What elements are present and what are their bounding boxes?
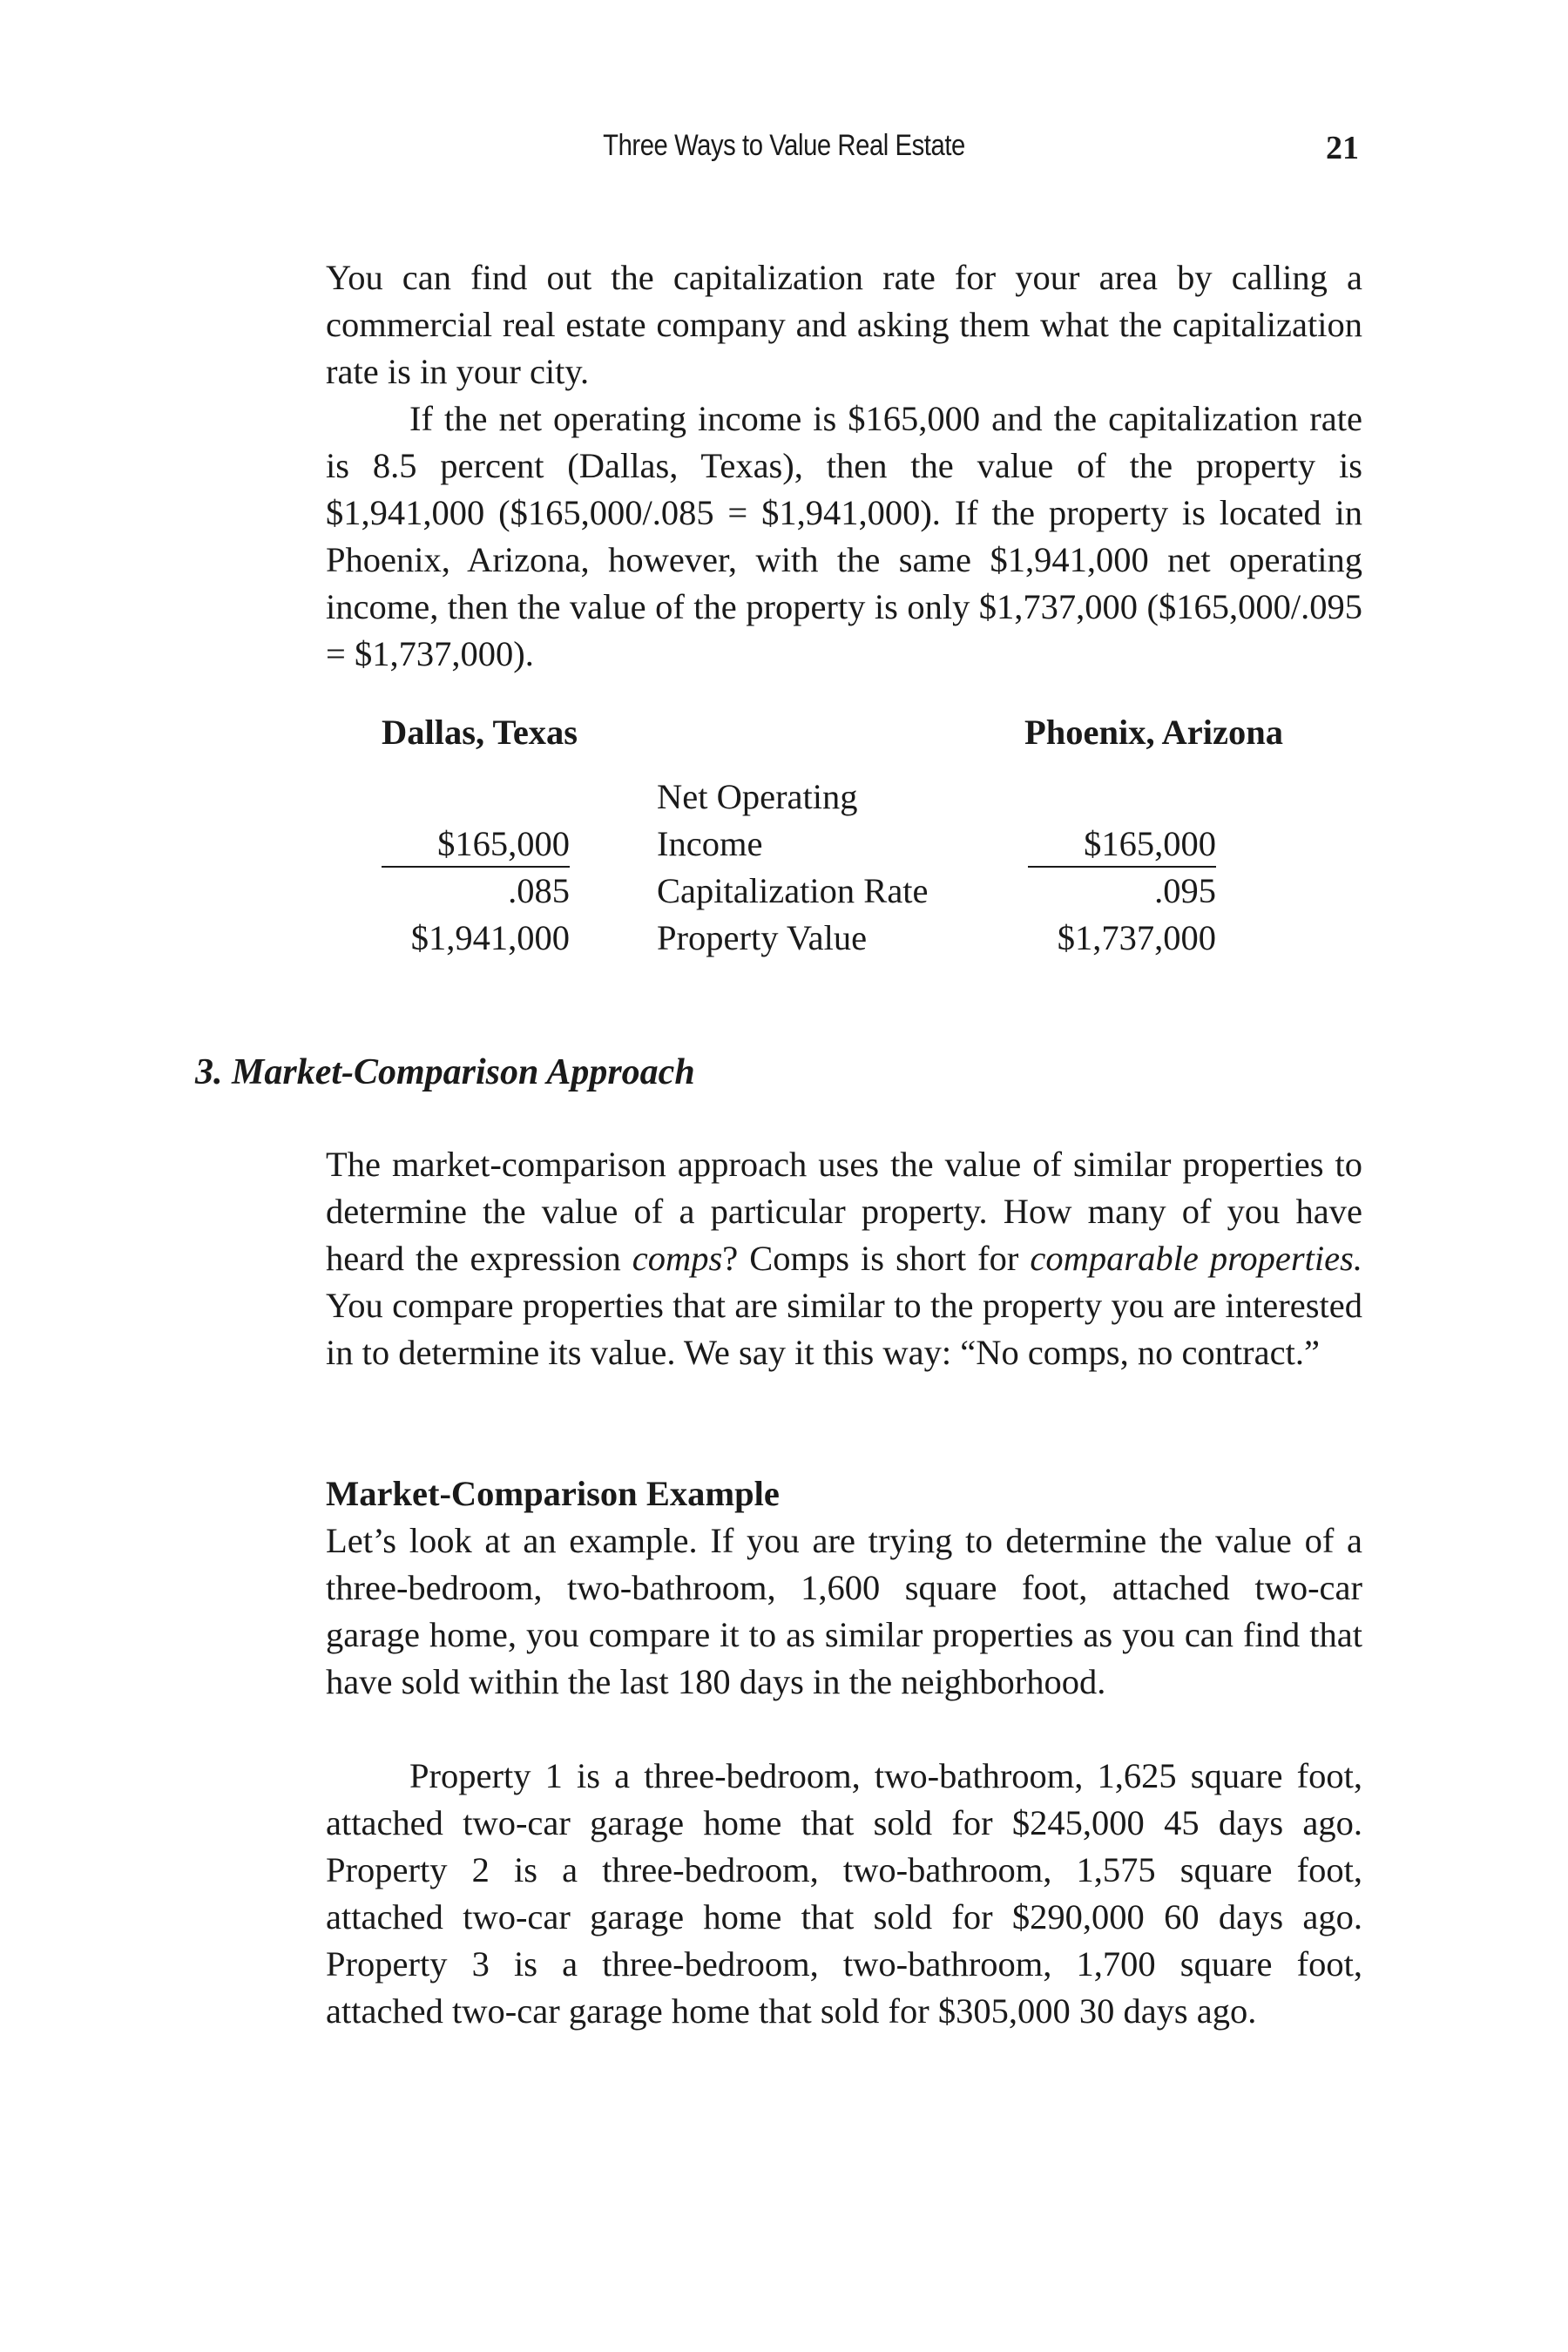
dallas-value: $1,941,000	[410, 918, 570, 957]
example-heading: Market-Comparison Example	[326, 1474, 780, 1513]
p3-text-b: ? Comps is short for	[722, 1239, 1031, 1278]
phoenix-cap-rate: .095	[1154, 871, 1216, 910]
running-head	[0, 129, 1568, 172]
paragraph-cap-rate-source: You can find out the capitalization rate for your area by calling a commercial real estate company and asking them what the capitalization rate is in your city.	[326, 258, 1362, 391]
dallas-heading: Dallas, Texas	[382, 713, 578, 752]
p3-emphasis-comps: comps	[632, 1239, 723, 1278]
paragraph-example-intro: Let’s look at an example. If you are trying to determine the value of a three-bedroom, two-bathroom, 1,600 square foot, attached two-car garage home, you compare it to as similar properties as you can find that have sold within the last 180 days in the neighborhood.	[326, 1521, 1362, 1701]
label-property-value: Property Value	[657, 918, 868, 957]
paragraph-market-comparison	[326, 1141, 1362, 1376]
label-noi-line2: Income	[657, 824, 763, 863]
dallas-noi: $165,000	[437, 824, 570, 863]
phoenix-value: $1,737,000	[1057, 918, 1216, 957]
phoenix-noi: $165,000	[1084, 824, 1216, 863]
page-number: 21	[1326, 130, 1359, 166]
p3-emphasis-comparable: comparable properties.	[1030, 1239, 1362, 1278]
p3-text-a: The market-comparison approach uses the value of similar properties to determine the value of a particular property. How many of you have heard the expression	[326, 1145, 1362, 1278]
dallas-cap-rate: .085	[508, 871, 570, 910]
label-noi-line1: Net Operating	[657, 777, 858, 816]
paragraph-cap-rate-example: If the net operating income is $165,000 and the capitalization rate is 8.5 percent (Dallas, Texas), then the value of the property is $1,941,000 ($165,000/.085 = $1,941,000). If the property is located in Phoenix, Arizona, however, with the same $1,941,000 net operating income, then the value of the property is only $1,737,000 ($165,000/.095 = $1,737,000).	[326, 399, 1362, 673]
running-title: Three Ways to Value Real Estate	[603, 129, 965, 162]
section-heading: 3. Market-Comparison Approach	[195, 1052, 695, 1092]
paragraph-example-properties: Property 1 is a three-bedroom, two-bathroom, 1,625 square foot, attached two-car garage home that sold for $245,000 45 days ago. Property 2 is a three-bedroom, two-bathroom, 1,575 square foot, attached two-car garage home that sold for $290,000 60 days ago. Property 3 is a three-bedroom, two-bathroom, 1,700 square foot, attached two-car garage home that sold for $305,000 30 days ago.	[326, 1756, 1362, 2031]
p3-text-c: You compare properties that are similar to the property you are interested in to determine its value. We say it this way: “No comps, no contract.”	[326, 1286, 1362, 1372]
label-cap-rate: Capitalization Rate	[657, 871, 929, 910]
phoenix-heading: Phoenix, Arizona	[1024, 713, 1284, 752]
